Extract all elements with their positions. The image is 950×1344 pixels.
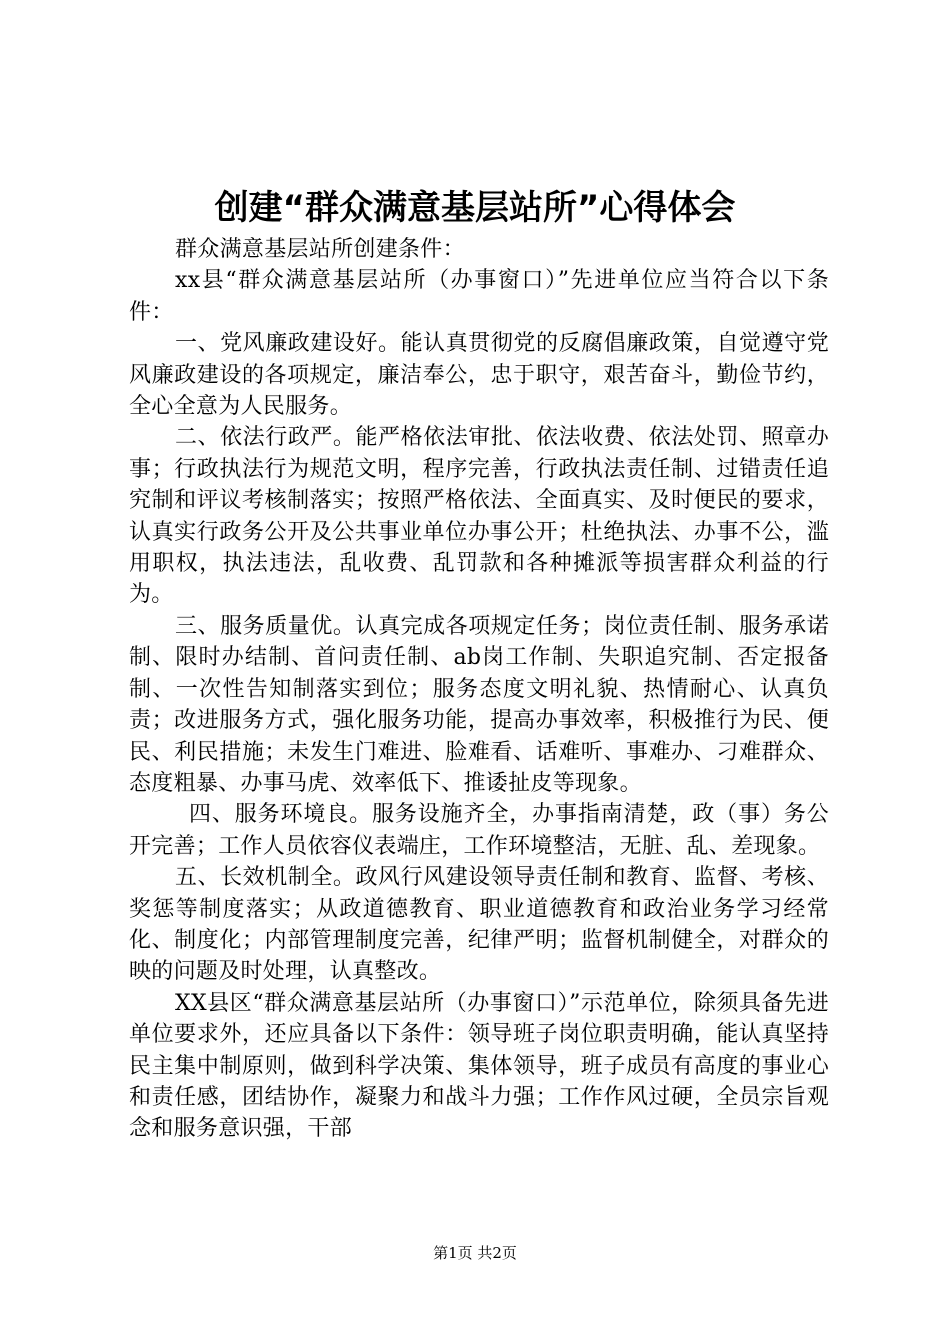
document-body [129, 234, 829, 1145]
paragraph-demo-unit: XX县区“群众满意基层站所（办事窗口）”示范单位，除须具备先进单位要求外，还应具备以下条件：领导班子岗位职责明确，能认真坚持民主集中制原则，做到科学决策、集体领导，班子成员有高度的事业心和责任感，团结协作，凝聚力和战斗力强；工作作风过硬，全员宗旨观念和服务意识强，干部 [129, 990, 829, 1142]
page-number-footer: 第1页 共2页 [433, 1244, 517, 1262]
document-title: 创建“群众满意基层站所”心得体会 [214, 188, 736, 228]
paragraph-item-3: 三、服务质量优。认真完成各项规定任务；岗位责任制、服务承诺制、限时办结制、首问责任制、ab岗工作制、失职追究制、否定报备制、一次性告知制落实到位；服务态度文明礼貌、热情耐心、认真负责；改进服务方式，强化服务功能，提高办事效率，积极推行为民、便民、利民措施；未发生门难进、脸难看、话难听、事难办、刁难群众、态度粗暴、办事马虎、效率低下、推诿扯皮等现象。 [129, 613, 829, 796]
paragraph-item-5: 五、长效机制全。政风行风建设领导责任制和教育、监督、考核、奖惩等制度落实；从政道德教育、职业道德教育和政治业务学习经常化、制度化；内部管理制度完善，纪律严明；监督机制健全，对群众的映的问题及时处理，认真整改。 [129, 865, 829, 985]
paragraph-conditions: xx县“群众满意基层站所（办事窗口）”先进单位应当符合以下条件： [129, 268, 829, 325]
paragraph-item-4: 四、服务环境良。服务设施齐全，办事指南清楚，政（事）务公开完善；工作人员依容仪表端庄，工作环境整洁，无脏、乱、差现象。 [129, 802, 829, 859]
paragraph-item-1: 一、党风廉政建设好。能认真贯彻党的反腐倡廉政策，自觉遵守党风廉政建设的各项规定，廉洁奉公，忠于职守，艰苦奋斗，勤俭节约，全心全意为人民服务。 [129, 331, 829, 420]
paragraph-item-2: 二、依法行政严。能严格依法审批、依法收费、依法处罚、照章办事；行政执法行为规范文明，程序完善，行政执法责任制、过错责任追究制和评议考核制落实；按照严格依法、全面真实、及时便民的要求，认真实行政务公开及公共事业单位办事公开；杜绝执法、办事不公，滥用职权，执法违法，乱收费、乱罚款和各种摊派等损害群众利益的行为。 [129, 425, 829, 608]
paragraph-intro: 群众满意基层站所创建条件： [175, 237, 465, 262]
